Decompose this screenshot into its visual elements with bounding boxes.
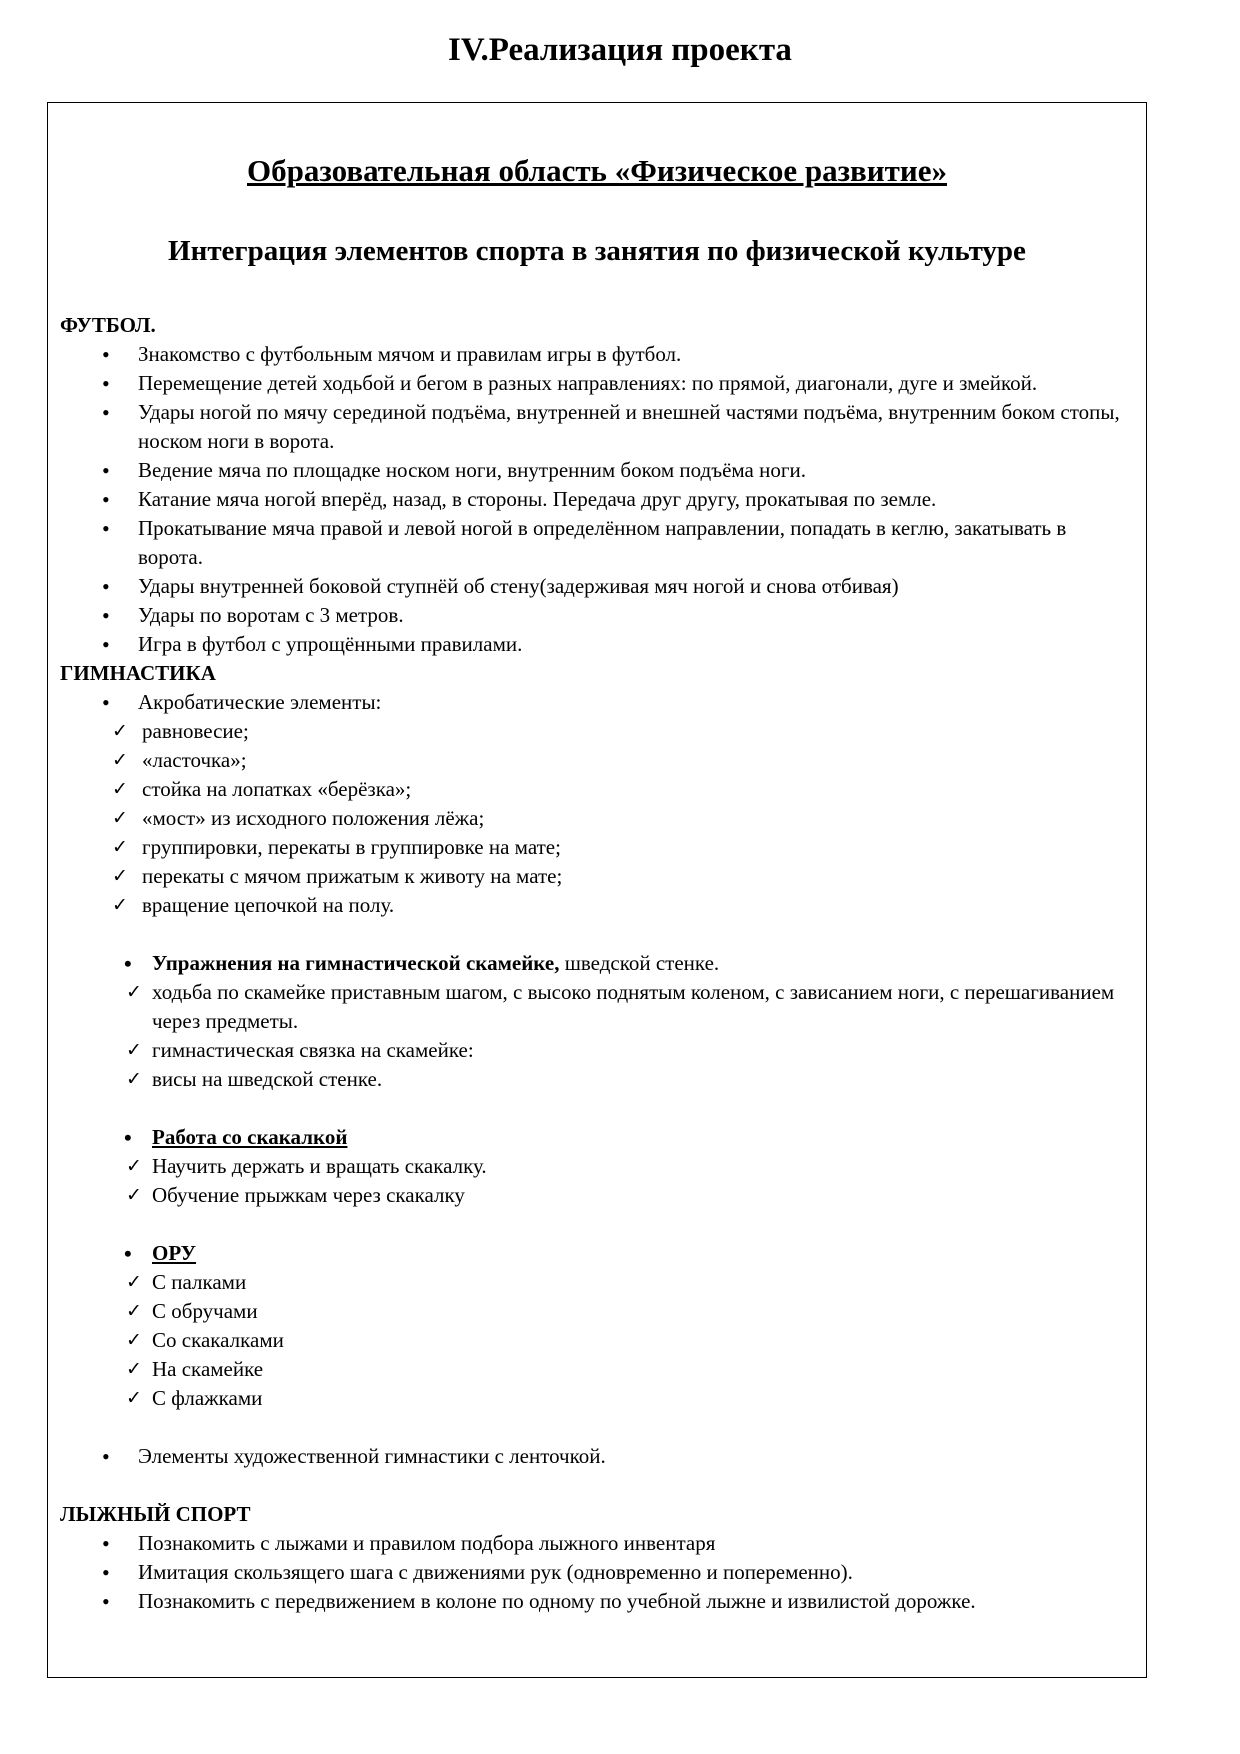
document-body — [60, 311, 1134, 1616]
bench-label-rest: шведской стенке. — [559, 951, 720, 975]
skiing-heading: ЛЫЖНЫЙ СПОРТ — [60, 1502, 251, 1526]
check-item: ✓ «ласточка»; — [142, 746, 1134, 775]
check-item: ✓ ходьба по скамейке приставным шагом, с высоко поднятым коленом, с зависанием ноги, с перешагиванием через предметы. — [152, 978, 1134, 1036]
list-item: • Познакомить с лыжами и правилом подбора лыжного инвентаря — [138, 1529, 1134, 1558]
list-item: • Ведение мяча по площадке носком ноги, внутренним боком подъёма ноги. — [138, 456, 1134, 485]
check-item: ✓ Обучение прыжкам через скакалку — [152, 1181, 1134, 1210]
list-item: • Имитация скользящего шага с движениями рук (одновременно и попеременно). — [138, 1558, 1134, 1587]
football-list — [138, 340, 1134, 659]
skiing-list — [138, 1529, 1134, 1616]
rope-list — [152, 1152, 1134, 1210]
acrobatics-bullet — [138, 688, 1134, 717]
check-item: ✓ вращение цепочкой на полу. — [142, 891, 1134, 920]
check-item: ✓ перекаты с мячом прижатым к животу на мате; — [142, 862, 1134, 891]
check-item: ✓ На скамейке — [152, 1355, 1134, 1384]
check-item: ✓ висы на шведской стенке. — [152, 1065, 1134, 1094]
rope-bullet — [152, 1123, 1134, 1152]
list-item: • Познакомить с передвижением в колоне по одному по учебной лыжне и извилистой дорожке. — [138, 1587, 1134, 1616]
check-item: ✓ Со скакалками — [152, 1326, 1134, 1355]
check-item: ✓ группировки, перекаты в группировке на мате; — [142, 833, 1134, 862]
list-item: • Игра в футбол с упрощёнными правилами. — [138, 630, 1134, 659]
bench-label-bold: Упражнения на гимнастической скамейке, — [152, 951, 560, 975]
acrobatics-label: • Акробатические элементы: — [138, 688, 1134, 717]
list-item: • Удары по воротам с 3 метров. — [138, 601, 1134, 630]
check-item: ✓ равновесие; — [142, 717, 1134, 746]
section-subtitle: Интеграция элементов спорта в занятия по физической культуре — [168, 235, 1026, 267]
check-item: ✓ С обручами — [152, 1297, 1134, 1326]
check-item: ✓ «мост» из исходного положения лёжа; — [142, 804, 1134, 833]
check-item: ✓ С палками — [152, 1268, 1134, 1297]
check-item: ✓ гимнастическая связка на скамейке: — [152, 1036, 1134, 1065]
check-item: ✓ Научить держать и вращать скакалку. — [152, 1152, 1134, 1181]
list-item: • Знакомство с футбольным мячом и правилам игры в футбол. — [138, 340, 1134, 369]
rope-label-text: Работа со скакалкой — [152, 1125, 348, 1149]
football-heading: ФУТБОЛ. — [60, 313, 156, 337]
ribbon-item: • Элементы художественной гимнастики с ленточкой. — [138, 1442, 1134, 1471]
list-item: • Перемещение детей ходьбой и бегом в разных направлениях: по прямой, диагонали, дуге и змейкой. — [138, 369, 1134, 398]
oru-bullet — [152, 1239, 1134, 1268]
list-item: • Удары внутренней боковой ступнёй об стену(задерживая мяч ногой и снова отбивая) — [138, 572, 1134, 601]
list-item: • Удары ногой по мячу серединой подъёма, внутренней и внешней частями подъёма, внутренним боком стопы, носком ноги в ворота. — [138, 398, 1134, 456]
list-item: • Катание мяча ногой вперёд, назад, в стороны. Передача друг другу, прокатывая по земле. — [138, 485, 1134, 514]
bench-bullet — [152, 949, 1134, 978]
gymnastics-heading: ГИМНАСТИКА — [60, 661, 216, 685]
bench-label — [152, 949, 1134, 978]
page-title: IV.Реализация проекта — [448, 32, 792, 68]
oru-label-text: ОРУ — [152, 1241, 197, 1265]
ribbon-bullet — [138, 1442, 1134, 1471]
list-item: • Прокатывание мяча правой и левой ногой в определённом направлении, попадать в кеглю, закатывать в ворота. — [138, 514, 1134, 572]
rope-label — [152, 1123, 1134, 1152]
check-item: ✓ стойка на лопатках «берёзка»; — [142, 775, 1134, 804]
bench-list — [152, 978, 1134, 1094]
content-frame — [47, 102, 1147, 1678]
oru-list — [152, 1268, 1134, 1413]
check-item: ✓ С флажками — [152, 1384, 1134, 1413]
oru-label — [152, 1239, 1134, 1268]
section-title: Образовательная область «Физическое развитие» — [247, 153, 947, 188]
acrobatics-list — [142, 717, 1134, 920]
